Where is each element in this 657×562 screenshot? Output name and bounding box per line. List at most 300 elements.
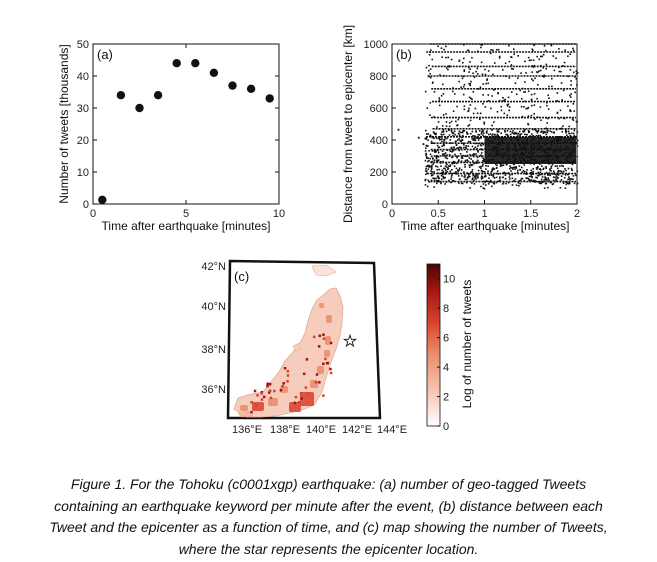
data-point	[425, 147, 427, 149]
data-point	[445, 157, 447, 159]
data-point	[436, 138, 438, 140]
data-point	[562, 65, 564, 67]
heat-cell	[318, 345, 321, 348]
data-point	[551, 131, 553, 133]
data-point	[461, 140, 463, 142]
data-point	[525, 177, 527, 179]
data-point	[456, 106, 458, 108]
data-point	[469, 166, 471, 168]
data-point	[481, 170, 483, 172]
data-point	[481, 142, 483, 144]
data-point	[556, 175, 558, 177]
data-point	[491, 129, 493, 131]
data-point	[542, 67, 544, 69]
data-point	[428, 133, 430, 135]
x-tick-label: 0	[89, 208, 97, 220]
data-point	[516, 184, 518, 186]
data-point	[515, 82, 517, 84]
data-point	[494, 88, 496, 90]
data-point	[483, 132, 485, 134]
data-point	[504, 172, 506, 174]
data-point	[436, 169, 438, 171]
data-point	[447, 149, 449, 151]
data-point	[567, 174, 569, 176]
data-point	[487, 82, 489, 84]
data-point	[545, 68, 547, 70]
data-point	[559, 71, 561, 73]
data-point	[493, 169, 495, 171]
data-point	[458, 175, 460, 177]
data-point	[469, 68, 471, 70]
data-point	[524, 134, 526, 136]
data-point	[460, 153, 462, 155]
data-point	[465, 179, 467, 181]
data-point	[462, 143, 464, 145]
heat-cell	[250, 401, 253, 404]
data-point	[474, 76, 476, 78]
data-point	[436, 157, 438, 159]
data-point	[438, 169, 440, 171]
data-point	[428, 168, 430, 170]
lat-tick: 38°N	[201, 344, 226, 356]
data-point	[549, 168, 551, 170]
data-point	[482, 165, 484, 167]
data-point	[569, 181, 571, 183]
data-point	[525, 72, 527, 74]
data-point	[531, 115, 533, 117]
data-point	[514, 168, 516, 170]
data-point	[526, 171, 528, 173]
data-point	[469, 154, 471, 156]
data-point	[553, 179, 555, 181]
data-point	[470, 133, 472, 135]
data-point	[470, 158, 472, 160]
heat-cell	[252, 402, 264, 411]
data-point	[449, 126, 451, 128]
data-point	[480, 47, 482, 49]
data-point	[438, 121, 440, 123]
data-point	[473, 113, 475, 115]
data-point	[557, 177, 559, 179]
data-point	[567, 179, 569, 181]
data-point	[436, 126, 438, 128]
heat-cell	[322, 394, 325, 397]
data-point	[526, 169, 528, 171]
data-point	[551, 166, 553, 168]
data-point	[443, 93, 445, 95]
data-point	[446, 166, 448, 168]
data-point	[486, 130, 488, 132]
panel-c-label: (c)	[234, 269, 250, 284]
y-tick-label: 1000	[363, 39, 388, 51]
data-point	[542, 176, 544, 178]
data-point	[499, 100, 501, 102]
data-point	[432, 150, 434, 152]
data-point	[98, 196, 106, 204]
data-point	[532, 173, 534, 175]
data-point	[474, 163, 476, 165]
data-point	[512, 167, 514, 169]
data-point	[472, 91, 474, 93]
data-point	[511, 64, 513, 66]
data-point	[573, 103, 575, 105]
data-point	[436, 180, 438, 182]
data-point	[448, 180, 450, 182]
data-point	[576, 183, 578, 185]
data-point	[444, 155, 446, 157]
data-point	[450, 142, 452, 144]
data-point	[565, 174, 567, 176]
data-point	[524, 61, 526, 63]
data-point	[428, 160, 430, 162]
x-tick-label: 1	[481, 208, 488, 220]
data-point	[452, 135, 454, 137]
data-point	[576, 170, 578, 172]
data-point	[474, 183, 476, 185]
data-point	[541, 179, 543, 181]
data-point	[570, 69, 572, 71]
data-point	[568, 176, 570, 178]
data-point	[529, 135, 531, 137]
data-point	[461, 175, 463, 177]
data-point	[559, 165, 561, 167]
data-point	[545, 134, 547, 136]
data-point	[423, 143, 425, 145]
data-point	[524, 91, 526, 93]
data-point	[537, 166, 539, 168]
data-point	[509, 165, 511, 167]
data-point	[532, 50, 534, 52]
data-point	[455, 172, 457, 174]
heat-cell	[300, 392, 303, 395]
data-point	[522, 178, 524, 180]
data-point	[432, 157, 434, 159]
data-point	[502, 165, 504, 167]
data-point	[558, 118, 560, 120]
data-point	[524, 171, 526, 173]
data-point	[491, 186, 493, 188]
data-point	[533, 59, 535, 61]
data-point	[492, 133, 494, 135]
panel-b-xlabel: Time after earthquake [minutes]	[400, 219, 570, 233]
data-point	[505, 75, 507, 77]
data-point	[441, 175, 443, 177]
data-point	[458, 169, 460, 171]
data-point	[457, 171, 459, 173]
heat-cell	[295, 396, 298, 399]
data-point	[547, 187, 549, 189]
data-point	[426, 133, 428, 135]
data-point	[556, 165, 558, 167]
data-point	[497, 130, 499, 132]
data-point	[462, 135, 464, 137]
data-point	[470, 120, 472, 122]
data-point	[433, 116, 435, 118]
data-point	[470, 98, 472, 100]
data-point	[480, 168, 482, 170]
data-point	[561, 171, 563, 173]
heat-cell	[324, 350, 330, 357]
data-point	[541, 174, 543, 176]
data-point	[482, 83, 484, 85]
data-point	[508, 45, 510, 47]
data-point	[435, 133, 437, 135]
data-point	[451, 174, 453, 176]
data-point	[499, 57, 501, 59]
data-point	[473, 156, 475, 158]
data-point	[562, 165, 564, 167]
data-point	[518, 133, 520, 135]
data-point	[491, 174, 493, 176]
data-point	[454, 93, 456, 95]
data-point	[480, 86, 482, 88]
data-point	[446, 131, 448, 133]
data-point	[437, 150, 439, 152]
data-point	[446, 125, 448, 127]
data-point	[450, 150, 452, 152]
data-point	[493, 176, 495, 178]
data-point	[517, 77, 519, 79]
data-point	[455, 75, 457, 77]
data-point	[431, 168, 433, 170]
colorbar-gradient	[427, 264, 440, 426]
data-point	[466, 172, 468, 174]
lon-tick: 144°E	[376, 424, 408, 436]
data-point	[574, 92, 576, 94]
data-point	[437, 145, 439, 147]
data-point	[479, 166, 481, 168]
data-point	[531, 78, 533, 80]
data-point	[534, 104, 536, 106]
y-tick-label: 400	[369, 135, 388, 147]
data-point	[435, 165, 437, 167]
data-point	[443, 75, 445, 77]
lon-tick: 140°E	[305, 424, 337, 436]
data-point	[551, 78, 553, 80]
data-point	[479, 119, 481, 121]
data-point	[477, 112, 479, 114]
data-point	[564, 177, 566, 179]
data-point	[426, 67, 428, 69]
data-point	[480, 186, 482, 188]
data-point	[573, 133, 575, 135]
data-point	[446, 158, 448, 160]
data-point	[532, 168, 534, 170]
data-point	[458, 60, 460, 62]
data-point	[561, 175, 563, 177]
data-point	[576, 78, 578, 80]
data-point	[432, 137, 434, 139]
data-point	[560, 110, 562, 112]
data-point	[573, 72, 575, 74]
data-point	[470, 165, 472, 167]
data-point	[463, 171, 465, 173]
data-point	[436, 158, 438, 160]
data-point	[546, 130, 548, 132]
data-point	[462, 62, 464, 64]
data-point	[535, 177, 537, 179]
heat-cell	[263, 396, 266, 399]
heat-cell	[287, 374, 290, 377]
data-point	[511, 91, 513, 93]
data-point	[432, 82, 434, 84]
data-point	[512, 68, 514, 70]
colorbar-tick-label: 8	[443, 303, 450, 316]
data-point	[467, 160, 469, 162]
data-point	[476, 161, 478, 163]
data-point	[546, 102, 548, 104]
data-point	[523, 164, 525, 166]
colorbar-tick-label: 0	[443, 421, 450, 433]
data-point	[477, 176, 479, 178]
data-point	[475, 146, 477, 148]
data-point	[497, 134, 499, 136]
data-point	[451, 121, 453, 123]
data-point	[456, 144, 458, 146]
data-point	[551, 45, 553, 47]
data-point	[490, 133, 492, 135]
data-point	[432, 177, 434, 179]
data-point	[555, 100, 557, 102]
data-point	[465, 160, 467, 162]
data-point	[517, 182, 519, 184]
data-point	[438, 152, 440, 154]
data-point	[425, 160, 427, 162]
data-point	[536, 130, 538, 132]
data-point	[471, 136, 473, 138]
data-point	[453, 147, 455, 149]
data-point	[543, 168, 545, 170]
data-point	[535, 181, 537, 183]
data-point	[431, 141, 433, 143]
data-point	[522, 116, 524, 118]
data-point	[433, 131, 435, 133]
data-point	[541, 165, 543, 167]
data-point	[548, 97, 550, 99]
data-point	[524, 101, 526, 103]
data-point	[531, 133, 533, 135]
data-point	[483, 181, 485, 183]
data-point	[563, 171, 565, 173]
data-point	[454, 154, 456, 156]
data-point	[505, 134, 507, 136]
data-point	[507, 173, 509, 175]
data-point	[432, 161, 434, 163]
data-point	[560, 187, 562, 189]
data-point	[548, 172, 550, 174]
data-point	[481, 178, 483, 180]
data-point	[512, 184, 514, 186]
data-point	[436, 183, 438, 185]
data-point	[463, 86, 465, 88]
data-point	[521, 167, 523, 169]
data-point	[456, 125, 458, 127]
data-point	[561, 82, 563, 84]
data-point	[440, 183, 442, 185]
data-point	[466, 151, 468, 153]
data-point	[527, 108, 529, 110]
data-point	[526, 173, 528, 175]
data-point	[499, 176, 501, 178]
y-tick-label: 200	[369, 167, 388, 179]
data-point	[427, 157, 429, 159]
data-point	[483, 183, 485, 185]
data-point	[540, 106, 542, 108]
data-point	[459, 146, 461, 148]
data-point	[528, 130, 530, 132]
data-point	[433, 186, 435, 188]
data-point	[468, 108, 470, 110]
data-point	[441, 141, 443, 143]
data-point	[557, 75, 559, 77]
data-point	[466, 131, 468, 133]
data-point	[479, 130, 481, 132]
data-point	[437, 166, 439, 168]
data-point	[438, 97, 440, 99]
data-point	[457, 169, 459, 171]
data-point	[468, 71, 470, 73]
data-point	[563, 75, 565, 77]
data-point	[430, 68, 432, 70]
data-point	[430, 154, 432, 156]
heat-cell	[319, 335, 322, 338]
data-point	[457, 161, 459, 163]
data-point	[474, 135, 476, 137]
data-point	[546, 64, 548, 66]
y-tick-label: 30	[76, 103, 89, 115]
data-point	[476, 138, 478, 140]
data-point	[508, 182, 510, 184]
data-point	[425, 179, 427, 181]
data-point	[441, 131, 443, 133]
heat-cell	[317, 366, 324, 374]
data-point	[442, 150, 444, 152]
data-point	[443, 134, 445, 136]
data-point	[451, 130, 453, 132]
data-point	[556, 129, 558, 131]
data-point	[570, 110, 572, 112]
lat-tick: 40°N	[201, 301, 226, 313]
heat-cell	[286, 380, 289, 383]
data-point	[440, 134, 442, 136]
dense-core	[485, 137, 577, 164]
data-point	[570, 84, 572, 86]
data-point	[443, 129, 445, 131]
data-point	[425, 153, 427, 155]
data-point	[509, 174, 511, 176]
data-point	[500, 132, 502, 134]
data-point	[464, 174, 466, 176]
y-tick-label: 50	[76, 39, 89, 51]
x-tick-label: 0	[388, 208, 396, 220]
data-point	[520, 72, 522, 74]
data-point	[485, 184, 487, 186]
data-point	[488, 183, 490, 185]
data-point	[545, 117, 547, 119]
data-point	[470, 171, 472, 173]
data-point	[513, 180, 515, 182]
data-point	[517, 172, 519, 174]
data-point	[429, 73, 431, 75]
x-tick-label: 2	[573, 208, 581, 220]
data-point	[431, 179, 433, 181]
data-point	[454, 130, 456, 132]
data-point	[425, 145, 427, 147]
colorbar-label: Log of number of tweets	[460, 279, 474, 409]
data-point	[463, 58, 465, 60]
data-point	[429, 102, 431, 104]
data-point	[538, 70, 540, 72]
